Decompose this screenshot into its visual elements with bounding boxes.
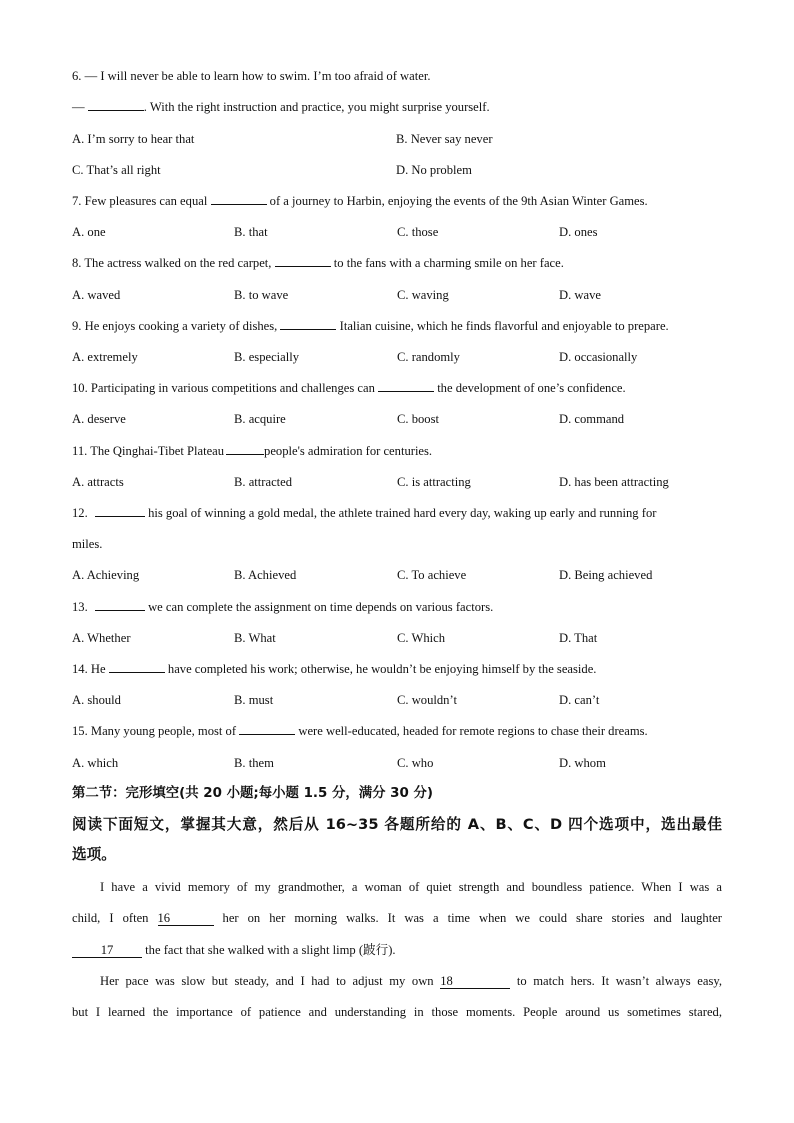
response-text: . With the right instruction and practice, you might surprise yourself. (143, 100, 490, 114)
q13-option-b: B. What (234, 631, 276, 645)
q14-option-d: D. can’t (559, 693, 600, 707)
stem-pre: 13. (72, 600, 88, 614)
q8-option-d: D. wave (559, 288, 601, 302)
question-6-response (72, 98, 490, 116)
stem-pre: 15. Many young people, most of (72, 724, 237, 738)
blank-17: 17 (72, 943, 142, 958)
q14-option-a: A. should (72, 693, 121, 707)
q15-option-a: A. which (72, 756, 119, 770)
stem-post: his goal of winning a gold medal, the athlete trained hard every day, waking up early and running for (148, 506, 657, 520)
question-11-stem (72, 442, 432, 460)
q9-option-b: B. especially (234, 350, 300, 364)
answer-blank (211, 192, 267, 205)
blank-16: 16 (158, 911, 214, 926)
q12-option-a: A. Achieving (72, 568, 140, 582)
text: to match hers. It wasn’t always easy, (516, 974, 722, 988)
q14-option-c: C. wouldn’t (397, 693, 457, 707)
q10-option-d: D. command (559, 412, 625, 426)
stem-post: the development of one’s confidence. (437, 381, 626, 395)
stem-post: Italian cuisine, which he finds flavorful and enjoyable to prepare. (339, 319, 669, 333)
dash: — (72, 100, 85, 114)
text: the fact that she walked with a slight limp (跛行). (145, 943, 396, 957)
q13-option-c: C. Which (397, 631, 446, 645)
question-13-stem (72, 598, 493, 616)
answer-blank (280, 317, 336, 330)
question-14-stem (72, 660, 596, 678)
question-8-stem (72, 254, 564, 272)
q6-option-c: C. That’s all right (72, 163, 161, 177)
answer-blank (226, 442, 264, 455)
text: Her pace was slow but steady, and I had to adjust my own (100, 974, 434, 988)
question-12-continuation: miles. (72, 537, 103, 551)
q7-option-a: A. one (72, 225, 106, 239)
q15-option-b: B. them (234, 756, 274, 770)
passage-p2-line2: but I learned the importance of patience and understanding in those moments. People around us sometimes stared, (72, 1005, 722, 1019)
stem-post: were well-educated, headed for remote regions to chase their dreams. (298, 724, 648, 738)
text: her on her morning walks. It was a time when we could share stories and laughter (222, 911, 722, 925)
q11-option-d: D. has been attracting (559, 475, 669, 489)
q15-option-d: D. whom (559, 756, 606, 770)
q6-option-a: A. I’m sorry to hear that (72, 132, 195, 146)
stem-pre: 9. He enjoys cooking a variety of dishes, (72, 319, 278, 333)
question-7-stem (72, 192, 648, 210)
passage-p2-line1 (100, 972, 722, 990)
passage-p1-line3 (72, 941, 396, 959)
stem-post: we can complete the assignment on time depends on various factors. (148, 600, 494, 614)
q6-option-d: D. No problem (396, 163, 472, 177)
stem-pre: 12. (72, 506, 88, 520)
answer-blank (95, 504, 145, 517)
q7-option-b: B. that (234, 225, 268, 239)
q11-option-b: B. attracted (234, 475, 293, 489)
q10-option-b: B. acquire (234, 412, 286, 426)
question-10-stem (72, 379, 626, 397)
section-2-instructions-line1: 阅读下面短文，掌握其大意，然后从 16~35 各题所给的 A、B、C、D 四个选项中，选出最佳 (72, 816, 722, 833)
question-15-stem (72, 722, 648, 740)
answer-blank (239, 722, 295, 735)
q9-option-a: A. extremely (72, 350, 138, 364)
passage-p1-line2 (72, 909, 722, 927)
q13-option-d: D. That (559, 631, 598, 645)
stem-post: people's admiration for centuries. (264, 444, 433, 458)
stem-post: to the fans with a charming smile on her face. (333, 256, 564, 270)
q12-option-c: C. To achieve (397, 568, 467, 582)
q11-option-c: C. is attracting (397, 475, 471, 489)
question-6-stem: 6. — I will never be able to learn how to swim. I’m too afraid of water. (72, 69, 431, 83)
q7-option-d: D. ones (559, 225, 598, 239)
stem-pre: 7. Few pleasures can equal (72, 194, 208, 208)
q10-option-c: C. boost (397, 412, 439, 426)
q9-option-d: D. occasionally (559, 350, 638, 364)
answer-blank (378, 379, 434, 392)
q9-option-c: C. randomly (397, 350, 460, 364)
q14-option-b: B. must (234, 693, 274, 707)
question-9-stem (72, 317, 669, 335)
q8-option-a: A. waved (72, 288, 121, 302)
stem-pre: 10. Participating in various competitions and challenges can (72, 381, 375, 395)
section-2-title: 第二节：完形填空(共 20 小题;每小题 1.5 分，满分 30 分) (72, 786, 433, 801)
q7-option-c: C. those (397, 225, 439, 239)
q12-option-d: D. Being achieved (559, 568, 653, 582)
q15-option-c: C. who (397, 756, 434, 770)
q8-option-c: C. waving (397, 288, 449, 302)
passage-p1-line1: I have a vivid memory of my grandmother, a woman of quiet strength and boundless patience. When I was a (100, 880, 722, 894)
q12-option-b: B. Achieved (234, 568, 297, 582)
q8-option-b: B. to wave (234, 288, 289, 302)
blank-18: 18 (440, 974, 510, 989)
stem-pre: 8. The actress walked on the red carpet, (72, 256, 272, 270)
section-2-instructions-line2: 选项。 (72, 846, 116, 863)
stem-post: of a journey to Harbin, enjoying the events of the 9th Asian Winter Games. (269, 194, 648, 208)
q13-option-a: A. Whether (72, 631, 131, 645)
question-12-stem (72, 504, 656, 522)
text: child, I often (72, 911, 149, 925)
answer-blank (109, 660, 165, 673)
answer-blank (275, 254, 331, 267)
stem-post: have completed his work; otherwise, he wouldn’t be enjoying himself by the seaside. (167, 662, 597, 676)
stem-pre: 14. He (72, 662, 106, 676)
stem-pre: 11. The Qinghai-Tibet Plateau (72, 444, 225, 458)
q10-option-a: A. deserve (72, 412, 126, 426)
q11-option-a: A. attracts (72, 475, 124, 489)
answer-blank (88, 98, 144, 111)
answer-blank (95, 598, 145, 611)
q6-option-b: B. Never say never (396, 132, 493, 146)
